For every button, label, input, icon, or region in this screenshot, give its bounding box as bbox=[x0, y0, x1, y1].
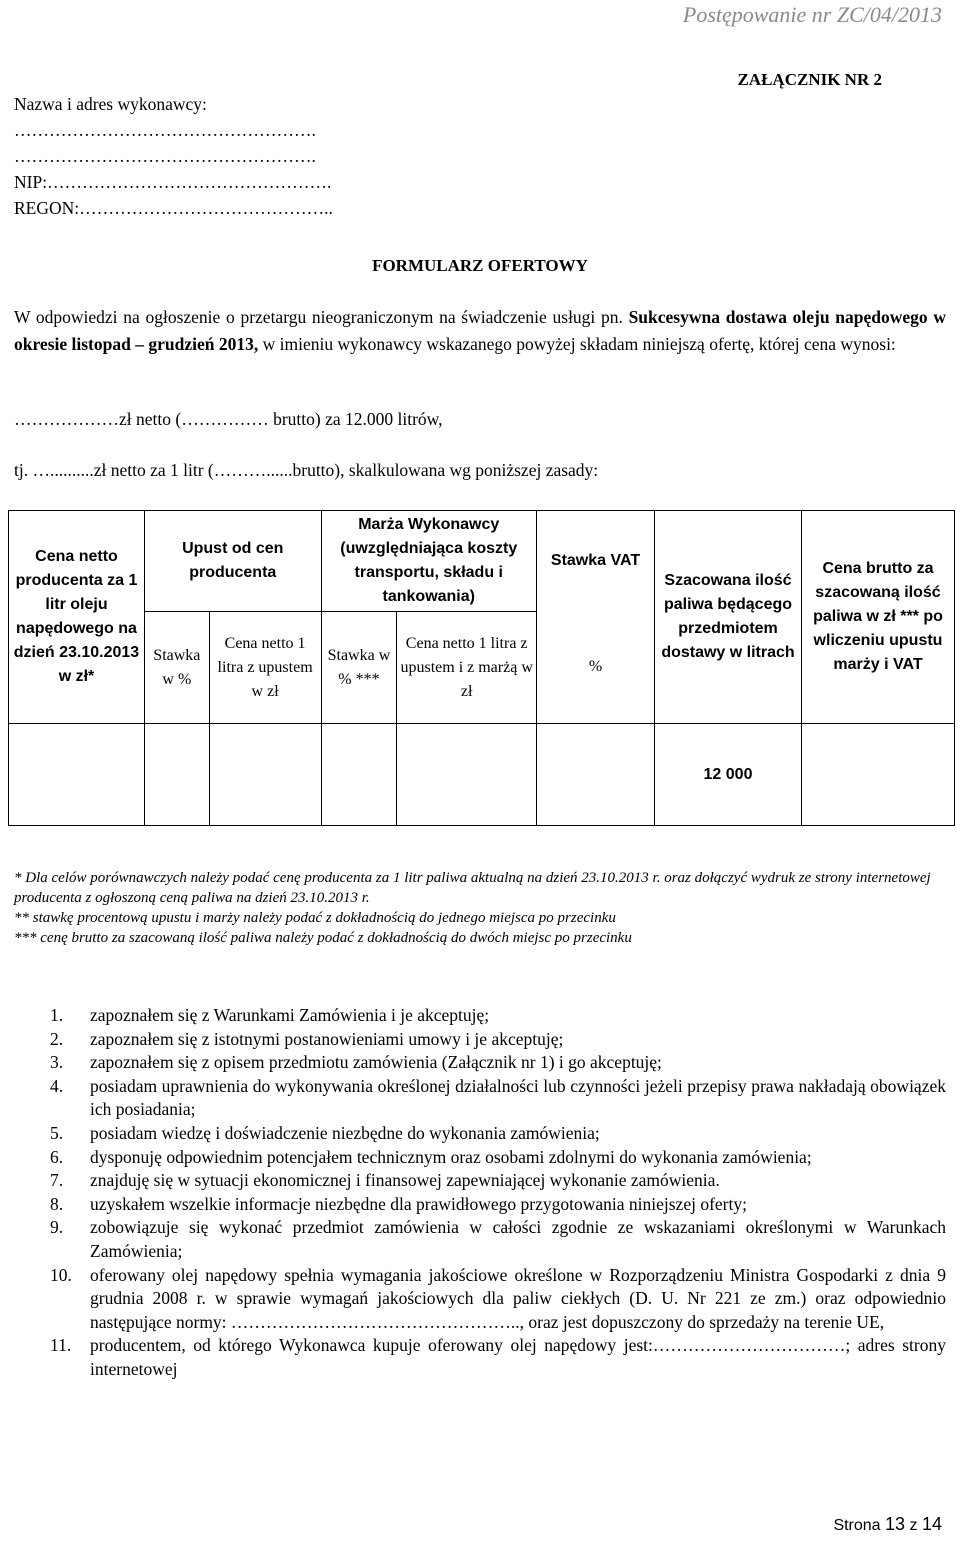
declaration-number: 6. bbox=[50, 1146, 64, 1167]
declaration-item bbox=[14, 1051, 946, 1075]
declaration-text: zapoznałem się z Warunkami Zamówienia i je akceptuję; bbox=[90, 1005, 490, 1025]
declaration-item bbox=[14, 1264, 946, 1335]
contractor-label: Nazwa i adres wykonawcy: bbox=[14, 94, 207, 114]
margin-price-cell: Cena netto 1 litra z upustem i z marżą w zł bbox=[397, 612, 537, 724]
header-vat: Stawka VAT bbox=[537, 511, 655, 612]
declaration-item bbox=[14, 1028, 946, 1052]
proceeding-number: Postępowanie nr ZC/04/2013 bbox=[682, 2, 942, 27]
margin-price-input[interactable] bbox=[397, 724, 537, 826]
header-quantity: Szacowana ilość paliwa będącego przedmiotem dostawy w litrach bbox=[655, 511, 802, 724]
intro-paragraph bbox=[14, 304, 946, 358]
footnote-2: ** stawkę procentową upustu i marży należy podać z dokładnością do jednego miejsca po przecinku bbox=[14, 910, 616, 926]
declaration-item bbox=[14, 1193, 946, 1217]
discount-price-cell: Cena netto 1 litra z upustem w zł bbox=[209, 612, 321, 724]
footnote-3: *** cenę brutto za szacowaną ilość paliwa należy podać z dokładnością do dwóch miejsc po przecinku bbox=[14, 930, 632, 946]
intro-text-1: W odpowiedzi na ogłoszenie o przetargu nieograniczonym na świadczenie usługi pn. bbox=[14, 307, 629, 327]
declaration-text: posiadam wiedzę i doświadczenie niezbędne do wykonania zamówienia; bbox=[90, 1122, 600, 1143]
declaration-number: 8. bbox=[50, 1193, 64, 1214]
price-line-2: tj. …..........zł netto za 1 litr (………......brutto), skalkulowana wg poniższej zasady: bbox=[14, 460, 599, 480]
contractor-dots-2: ……………………………………………. bbox=[14, 146, 316, 166]
declaration-item bbox=[14, 1122, 946, 1146]
declaration-number: 9. bbox=[50, 1217, 64, 1238]
footnote-1: * Dla celów porównawczych należy podać cenę producenta za 1 litr paliwa aktualną na dzień 23.10.2013 r. oraz dołączyć wydruk ze strony internetowej producenta z ogłoszoną ceną paliwa na dzień 23.10.2013 r. bbox=[14, 870, 931, 906]
header-discount: Upust od cen producenta bbox=[145, 511, 322, 612]
declaration-text: zobowiązuje się wykonać przedmiot zamówienia w całości zgodnie ze wskazaniami określonymi w Warunkach Zamówienia; bbox=[90, 1217, 946, 1261]
margin-rate-input[interactable] bbox=[321, 724, 397, 826]
declaration-item bbox=[14, 1146, 946, 1170]
discount-rate-input[interactable] bbox=[145, 724, 210, 826]
declaration-item bbox=[14, 1075, 946, 1122]
header-producer-price: Cena netto producenta za 1 litr oleju napędowego na dzień 23.10.2013 w zł* bbox=[9, 511, 145, 724]
footer-total-pages: 14 bbox=[921, 1514, 942, 1534]
form-title: FORMULARZ OFERTOWY bbox=[372, 256, 588, 275]
vat-input[interactable] bbox=[537, 724, 655, 826]
footer-page-number: 13 bbox=[885, 1514, 906, 1534]
declaration-number: 3. bbox=[50, 1052, 64, 1073]
footer-strona: Strona bbox=[833, 1517, 881, 1534]
regon-field: REGON:…………………………………….. bbox=[14, 198, 333, 218]
declaration-text: zapoznałem się z opisem przedmiotu zamówienia (Załącznik nr 1) i go akceptuję; bbox=[90, 1052, 662, 1073]
declaration-item bbox=[14, 1169, 946, 1193]
declarations-list bbox=[14, 1004, 946, 1382]
declaration-text: znajduję się w sytuacji ekonomicznej i finansowej zapewniającej wykonanie zamówienia. bbox=[90, 1170, 720, 1191]
margin-rate-cell: Stawka w % *** bbox=[321, 612, 397, 724]
contractor-dots-1: ……………………………………………. bbox=[14, 120, 316, 140]
declaration-number: 10. bbox=[50, 1264, 72, 1285]
declaration-text: producentem, od którego Wykonawca kupuje oferowany olej napędowy jest:……………………………; adres strony internetowej bbox=[90, 1335, 946, 1379]
declaration-number: 4. bbox=[50, 1075, 64, 1096]
quantity-value: 12 000 bbox=[655, 724, 802, 826]
header-gross-price: Cena brutto za szacowaną ilość paliwa w zł *** po wliczeniu upustu marży i VAT bbox=[802, 511, 955, 724]
declaration-number: 5. bbox=[50, 1122, 64, 1143]
declaration-text: dysponuję odpowiednim potencjałem technicznym oraz osobami zdolnymi do wykonania zamówienia; bbox=[90, 1146, 812, 1167]
declaration-item bbox=[14, 1216, 946, 1263]
declaration-text: uzyskałem wszelkie informacje niezbędne dla prawidłowego przygotowania niniejszej oferty; bbox=[90, 1193, 747, 1214]
declaration-number: 1. bbox=[50, 1005, 64, 1025]
declaration-item bbox=[14, 1004, 946, 1028]
discount-rate-cell: Stawka w % bbox=[145, 612, 210, 724]
nip-field: NIP:…………………………………………. bbox=[14, 172, 332, 192]
annex-label: ZAŁĄCZNIK NR 2 bbox=[737, 70, 882, 89]
intro-text-2: w imieniu wykonawcy wskazanego powyżej składam niniejszą ofertę, której cena wynosi: bbox=[258, 334, 896, 354]
page-footer bbox=[833, 1514, 942, 1535]
discount-price-input[interactable] bbox=[209, 724, 321, 826]
header-margin: Marża Wykonawcy (uwzględniająca koszty transportu, składu i tankowania) bbox=[321, 511, 537, 612]
vat-percent-cell: % bbox=[537, 612, 655, 724]
declaration-number: 2. bbox=[50, 1028, 64, 1049]
footer-z: z bbox=[909, 1517, 918, 1534]
declaration-number: 11. bbox=[50, 1335, 72, 1356]
intro-bold: Sukcesywna dostawa oleju napędowego w okresie listopad – grudzień 2013, bbox=[14, 307, 946, 354]
footnotes bbox=[14, 868, 949, 948]
declaration-item bbox=[14, 1334, 946, 1381]
declaration-text: posiadam uprawnienia do wykonywania określonej działalności lub czynności jeżeli przepisy prawa nakładają obowiązek ich posiadania; bbox=[90, 1075, 946, 1120]
declaration-number: 7. bbox=[50, 1170, 64, 1191]
producer-price-input[interactable] bbox=[9, 724, 145, 826]
declaration-text: zapoznałem się z istotnymi postanowieniami umowy i je akceptuję; bbox=[90, 1028, 564, 1049]
offer-table bbox=[8, 510, 955, 826]
declaration-text: oferowany olej napędowy spełnia wymagania jakościowe określone w Rozporządzeniu Ministra Gospodarki z dnia 9 grudnia 2008 r. w sprawie wymagań jakościowych dla paliw ciekłych (D. U. Nr 221 ze zm.) oraz odpowiednio następujące normy: ………………………………………….., oraz jest dopuszczony do sprzedaży na terenie UE, bbox=[90, 1264, 946, 1332]
gross-price-input[interactable] bbox=[802, 724, 955, 826]
price-line-1: ………………zł netto (…………… brutto) za 12.000 litrów, bbox=[14, 409, 443, 429]
